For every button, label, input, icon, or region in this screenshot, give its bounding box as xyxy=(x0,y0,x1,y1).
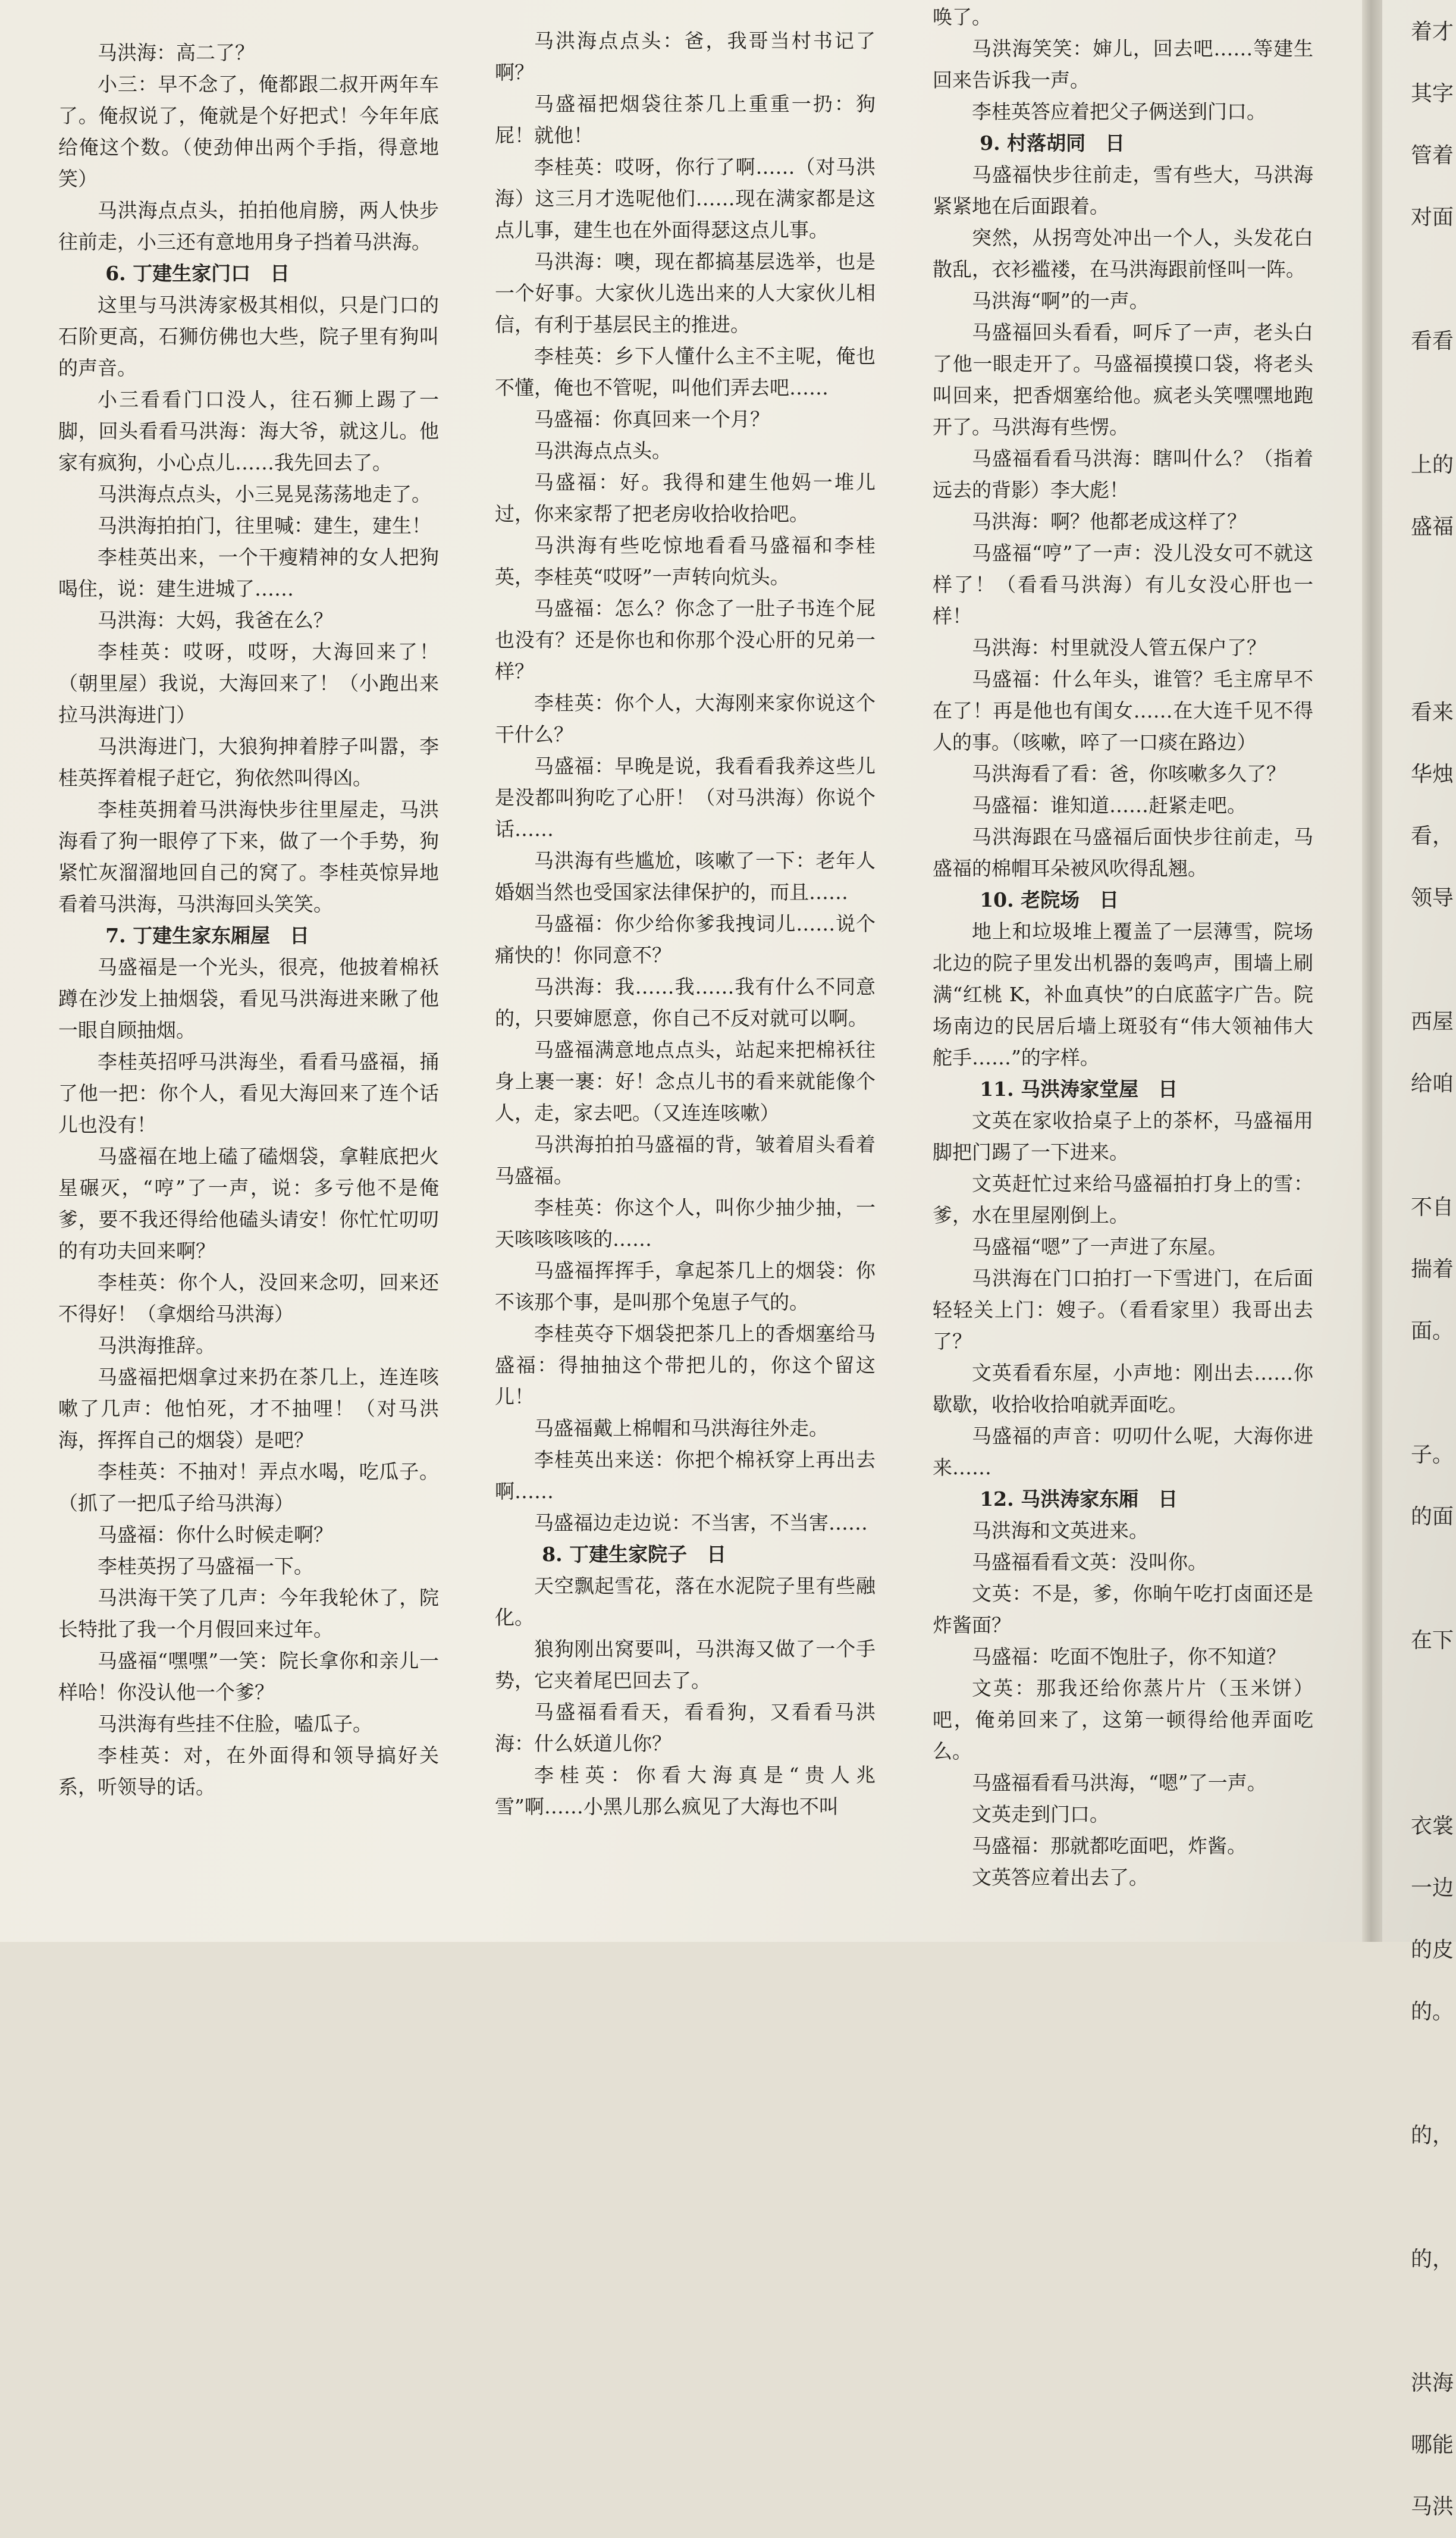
script-paragraph: 马洪海跟在马盛福后面快步往前走，马盛福的棉帽耳朵被风吹得乱翘。 xyxy=(933,825,1313,880)
continued-line: 唤了。 xyxy=(933,5,991,29)
facing-page-fragment: 给咱 xyxy=(1411,1071,1454,1096)
script-paragraph: 马洪海有些尴尬，咳嗽了一下：老年人婚姻当然也受国家法律保护的，而且…… xyxy=(495,849,876,904)
script-paragraph: 马盛福“哼”了一声：没儿没女可不就这样了！（看看马洪海）有儿女没心肝也一样！ xyxy=(933,541,1313,628)
text-column-3 xyxy=(933,1,1313,1943)
scene-heading: 10. 老院场 日 xyxy=(980,888,1119,911)
script-paragraph: 马盛福把烟拿过来扔在茶几上，连连咳嗽了几声：他怕死，才不抽哩！（对马洪海，挥挥自己的烟袋）是吧？ xyxy=(58,1365,439,1452)
text-column-2 xyxy=(495,25,876,1967)
script-paragraph: 马盛福快步往前走，雪有些大，马洪海紧紧地在后面跟着。 xyxy=(933,163,1313,218)
script-paragraph: 马洪海点点头：爸，我哥当村书记了啊？ xyxy=(495,29,876,84)
script-paragraph: 马盛福看看马洪海：瞎叫什么？（指着远去的背影）李大彪！ xyxy=(933,447,1313,502)
script-paragraph: 文英在家收拾桌子上的茶杯，马盛福用脚把门踢了一下进来。 xyxy=(933,1109,1313,1164)
script-paragraph: 马洪海点点头。 xyxy=(534,439,671,462)
script-paragraph: 马盛福：怎么？你念了一肚子书连个屁也没有？还是你也和你那个没心肝的兄弟一样？ xyxy=(495,597,876,683)
script-paragraph: 文英走到门口。 xyxy=(972,1803,1109,1826)
facing-page-fragment xyxy=(1411,249,1456,311)
script-paragraph: 马盛福把烟袋往茶几上重重一扔：狗屁！就他！ xyxy=(495,92,876,147)
facing-page-fragment: 领导 xyxy=(1411,886,1454,910)
script-paragraph: 马盛福“嘿嘿”一笑：院长拿你和亲儿一样哈！你没认他一个爹？ xyxy=(58,1649,439,1704)
script-paragraph: 李桂英拐了马盛福一下。 xyxy=(98,1555,313,1578)
facing-page-fragment: 马洪 xyxy=(1411,2495,1454,2519)
script-paragraph: 地上和垃圾堆上覆盖了一层薄雪，院场北边的院子里发出机器的轰鸣声，围墙上刷满“红桃 K，补血真快”的白底蓝字广告。院场南边的民居后墙上斑驳有“伟大领袖伟大舵手……”的字样。 xyxy=(933,920,1313,1069)
script-paragraph: 突然，从拐弯处冲出一个人，头发花白散乱，衣衫褴褛，在马洪海跟前怪叫一阵。 xyxy=(933,226,1313,281)
script-paragraph: 小三看看门口没人，往石狮上踢了一脚，回头看看马洪海：海大爷，就这儿。他家有疯狗，小心点儿……我先回去了。 xyxy=(58,388,439,474)
script-paragraph: 李桂英答应着把父子俩送到门口。 xyxy=(972,100,1266,123)
script-paragraph: 马盛福：你少给你爹我拽词儿……说个痛快的！你同意不？ xyxy=(495,912,876,967)
facing-page-fragment: 的， xyxy=(1411,2247,1454,2271)
facing-page-fragment: 的面 xyxy=(1411,1505,1454,1529)
script-paragraph: 马盛福戴上棉帽和马洪海往外走。 xyxy=(534,1417,829,1440)
script-paragraph: 马洪海点点头，小三晃晃荡荡地走了。 xyxy=(98,482,431,506)
script-paragraph: 马盛福：你真回来一个月？ xyxy=(534,408,770,431)
script-paragraph: 马盛福看看天，看看狗，又看看马洪海：什么妖道儿你？ xyxy=(495,1700,876,1755)
script-paragraph: 天空飘起雪花，落在水泥院子里有些融化。 xyxy=(495,1574,876,1629)
facing-page-fragment: 哪能 xyxy=(1411,2433,1454,2457)
script-paragraph: 马盛福看看文英：没叫你。 xyxy=(972,1550,1207,1574)
book-gutter xyxy=(1362,0,1382,1942)
facing-page-fragment xyxy=(1411,1548,1456,1610)
script-paragraph: 这里与马洪涛家极其相似，只是门口的石阶更高，石狮仿佛也大些，院子里有狗叫的声音。 xyxy=(58,293,439,380)
script-paragraph: 马洪海点点头，拍拍他肩膀，两人快步往前走，小三还有意地用身子挡着马洪海。 xyxy=(58,199,439,253)
facing-page-fragment: 在下 xyxy=(1411,1628,1454,1653)
script-paragraph: 李桂英：你看大海真是“贵人兆雪”啊……小黑儿那么疯见了大海也不叫 xyxy=(495,1763,876,1818)
script-paragraph: 马盛福：什么年头，谁管？毛主席早不在了！再是他也有闺女……在大连千见不得人的事。（咳嗽，啐了一口痰在路边） xyxy=(933,668,1313,754)
script-paragraph: 李桂英招呼马洪海坐，看看马盛福，捅了他一把：你个人，看见大海回来了连个话儿也没有！ xyxy=(58,1050,439,1136)
script-paragraph: 马洪海“啊”的一声。 xyxy=(972,289,1149,312)
script-paragraph: 马洪海有些吃惊地看看马盛福和李桂英，李桂英“哎呀”一声转向炕头。 xyxy=(495,534,876,588)
script-paragraph: 李桂英拥着马洪海快步往里屋走，马洪海看了狗一眼停了下来，做了一个手势，狗紧忙灰溜溜地回自己的窝了。李桂英惊异地看着马洪海，马洪海回头笑笑。 xyxy=(58,798,439,916)
script-paragraph: 马洪海：我……我……我有什么不同意的，只要婶愿意，你自己不反对就可以啊。 xyxy=(495,975,876,1030)
facing-page-fragment: 上的 xyxy=(1411,453,1454,477)
script-paragraph: 马洪海干笑了几声：今年我轮休了，院长特批了我一个月假回来过年。 xyxy=(58,1586,439,1641)
script-paragraph: 马洪海：村里就没人管五保户了？ xyxy=(972,636,1266,659)
script-paragraph: 李桂英出来送：你把个棉袄穿上再出去啊…… xyxy=(495,1448,876,1503)
facing-page-fragment xyxy=(1411,372,1456,434)
facing-page-fragment: 看看 xyxy=(1411,329,1454,353)
facing-page-fragment: 看来 xyxy=(1411,700,1454,725)
script-paragraph: 李桂英：乡下人懂什么主不主呢，俺也不懂，俺也不管呢，叫他们弄去吧…… xyxy=(495,344,876,399)
script-paragraph: 马盛福：那就都吃面吧，炸酱。 xyxy=(972,1834,1247,1857)
scene-heading: 11. 马洪涛家堂屋 日 xyxy=(980,1077,1178,1101)
script-paragraph: 马洪海拍拍门，往里喊：建生，建生！ xyxy=(98,514,431,537)
scene-heading: 7. 丁建生家东厢屋 日 xyxy=(105,924,310,947)
script-paragraph: 马盛福：早晚是说，我看看我养这些儿是没都叫狗吃了心肝！（对马洪海）你说个话…… xyxy=(495,754,876,841)
script-paragraph: 马洪海：噢，现在都搞基层选举，也是一个好事。大家伙儿选出来的人大家伙儿相信，有利于基层民主的推进。 xyxy=(495,250,876,336)
script-paragraph: 马盛福“嗯”了一声进了东屋。 xyxy=(972,1235,1228,1258)
script-paragraph: 马洪海笑笑：婶儿，回去吧……等建生回来告诉我一声。 xyxy=(933,37,1313,92)
script-paragraph: 李桂英：对，在外面得和领导搞好关系，听领导的话。 xyxy=(58,1744,439,1798)
script-paragraph: 马洪海有些挂不住脸，嗑瓜子。 xyxy=(98,1712,372,1735)
facing-page-fragment xyxy=(1411,929,1456,991)
facing-page-fragment xyxy=(1411,1115,1456,1177)
script-paragraph: 马盛福：吃面不饱肚子，你不知道？ xyxy=(972,1645,1286,1668)
script-paragraph: 小三：早不念了，俺都跟二叔开两年车了。俺叔说了，俺就是个好把式！今年年底给俺这个数。（使劲伸出两个手指，得意地笑） xyxy=(58,73,439,190)
facing-page-fragment xyxy=(1411,2291,1456,2352)
facing-page-fragment: 着才 xyxy=(1411,20,1454,44)
script-paragraph: 马洪海：大妈，我爸在么？ xyxy=(98,609,333,632)
facing-page-fragment: 面。 xyxy=(1411,1319,1454,1343)
script-paragraph: 马洪海：高二了？ xyxy=(98,41,255,64)
script-paragraph: 马盛福边走边说：不当害，不当害…… xyxy=(534,1511,868,1534)
script-paragraph: 马盛福满意地点点头，站起来把棉袄往身上裹一裹：好！念点儿书的看来就能像个人，走，家去吧。（又连连咳嗽） xyxy=(495,1038,876,1124)
script-paragraph: 李桂英：哎呀，你行了啊……（对马洪海）这三月才选呢他们……现在满家都是这点儿事，建生也在外面得瑟这点儿事。 xyxy=(495,155,876,242)
script-paragraph: 马盛福在地上磕了磕烟袋，拿鞋底把火星碾灭，“哼”了一声，说：多亏他不是俺爹，要不我还得给他磕头请安！你忙忙叨叨的有功夫回来啊？ xyxy=(58,1145,439,1262)
script-paragraph: 文英：那我还给你蒸片片（玉米饼）吧，俺弟回来了，这第一顿得给他弄面吃么。 xyxy=(933,1677,1313,1763)
script-paragraph: 文英：不是，爹，你晌午吃打卤面还是炸酱面？ xyxy=(933,1582,1313,1637)
facing-page-fragment: 其字 xyxy=(1411,82,1454,106)
script-paragraph: 李桂英夺下烟袋把茶几上的香烟塞给马盛福：得抽抽这个带把儿的，你这个留这儿！ xyxy=(495,1322,876,1408)
facing-page-fragment: 华烛 xyxy=(1411,762,1454,787)
script-paragraph: 马洪海进门，大狼狗抻着脖子叫嚣，李桂英挥着棍子赶它，狗依然叫得凶。 xyxy=(58,735,439,789)
facing-page-fragment: 衣裳 xyxy=(1411,1814,1454,1838)
facing-page-fragment: 的。 xyxy=(1411,2000,1454,2024)
script-paragraph: 马盛福看看马洪海，“嗯”了一声。 xyxy=(972,1771,1267,1794)
script-paragraph: 马洪海和文英进来。 xyxy=(972,1519,1149,1542)
script-paragraph: 文英答应着出去了。 xyxy=(972,1866,1149,1889)
script-paragraph: 马盛福：你什么时候走啊？ xyxy=(98,1523,333,1546)
text-column-1 xyxy=(58,37,439,1979)
script-paragraph: 马盛福挥挥手，拿起茶几上的烟袋：你不该那个事，是叫那个兔崽子气的。 xyxy=(495,1259,876,1314)
script-paragraph: 马洪海拍拍马盛福的背，皱着眉头看着马盛福。 xyxy=(495,1133,876,1187)
script-paragraph: 李桂英：你这个人，叫你少抽少抽，一天咳咳咳咳的…… xyxy=(495,1196,876,1251)
script-paragraph: 马盛福：好。我得和建生他妈一堆儿过，你来家帮了把老房收拾收拾吧。 xyxy=(495,471,876,525)
script-paragraph: 马洪海推辞。 xyxy=(98,1334,215,1357)
facing-page-fragment xyxy=(1411,1362,1456,1424)
script-paragraph: 文英看看东屋，小声地：刚出去……你歇歇，收拾收拾咱就弄面吃。 xyxy=(933,1361,1313,1416)
script-paragraph: 李桂英出来，一个干瘦精神的女人把狗喝住，说：建生进城了…… xyxy=(58,546,439,600)
facing-page-fragment xyxy=(1411,1734,1456,1796)
facing-page-fragment: 西屋 xyxy=(1411,1010,1454,1034)
script-paragraph: 李桂英：不抽对！弄点水喝，吃瓜子。（抓了一把瓜子给马洪海） xyxy=(58,1460,439,1515)
facing-page-fragment: 的皮 xyxy=(1411,1938,1454,1962)
facing-page-fragment xyxy=(1411,620,1456,682)
facing-page-fragment: 一边 xyxy=(1411,1876,1454,1900)
facing-page-fragment xyxy=(1411,2043,1456,2105)
facing-page-fragment: 揣着 xyxy=(1411,1257,1454,1281)
facing-page-fragment: 盛福 xyxy=(1411,515,1454,539)
facing-page-fragments xyxy=(1411,1,1456,2519)
facing-page-fragment: 看， xyxy=(1411,824,1454,848)
scene-heading: 12. 马洪涛家东厢 日 xyxy=(980,1487,1178,1511)
script-paragraph: 李桂英：你个人，大海刚来家你说这个干什么？ xyxy=(495,691,876,746)
facing-page-fragment xyxy=(1411,1672,1456,1734)
scene-heading: 8. 丁建生家院子 日 xyxy=(542,1543,727,1566)
facing-page-fragment xyxy=(1411,558,1456,620)
facing-page-fragment: 子。 xyxy=(1411,1443,1454,1467)
scene-heading: 6. 丁建生家门口 日 xyxy=(105,262,290,285)
facing-page-fragment: 不自 xyxy=(1411,1195,1454,1220)
script-paragraph: 文英赶忙过来给马盛福拍打身上的雪：爹，水在里屋刚倒上。 xyxy=(933,1172,1313,1227)
facing-page-fragment: 对面 xyxy=(1411,205,1454,230)
script-paragraph: 李桂英：哎呀，哎呀，大海回来了！（朝里屋）我说，大海回来了！（小跑出来拉马洪海进门） xyxy=(58,640,439,726)
script-paragraph: 马盛福：谁知道……赶紧走吧。 xyxy=(972,794,1247,817)
facing-page-fragment xyxy=(1411,2167,1456,2229)
facing-page-fragment: 洪海 xyxy=(1411,2371,1454,2395)
script-paragraph: 马洪海在门口拍打一下雪进门，在后面轻轻关上门：嫂子。（看看家里）我哥出去了？ xyxy=(933,1267,1313,1353)
script-paragraph: 马洪海：啊？他都老成这样了？ xyxy=(972,510,1247,533)
script-paragraph: 马盛福的声音：叨叨什么呢，大海你进来…… xyxy=(933,1424,1313,1479)
facing-page-fragment: 的， xyxy=(1411,2123,1454,2148)
facing-page-fragment: 管着 xyxy=(1411,143,1454,168)
script-paragraph: 李桂英：你个人，没回来念叨，回来还不得好！（拿烟给马洪海） xyxy=(58,1271,439,1326)
script-paragraph: 马盛福是一个光头，很亮，他披着棉袄蹲在沙发上抽烟袋，看见马洪海进来瞅了他一眼自顾抽烟。 xyxy=(58,955,439,1042)
scene-heading: 9. 村落胡同 日 xyxy=(980,131,1125,155)
script-paragraph: 马盛福回头看看，呵斥了一声，老头白了他一眼走开了。马盛福摸摸口袋，将老头叫回来，把香烟塞给他。疯老头笑嘿嘿地跑开了。马洪海有些愣。 xyxy=(933,321,1313,438)
script-paragraph: 马洪海看了看：爸，你咳嗽多久了？ xyxy=(972,762,1286,785)
script-paragraph: 狼狗刚出窝要叫，马洪海又做了一个手势，它夹着尾巴回去了。 xyxy=(495,1637,876,1692)
